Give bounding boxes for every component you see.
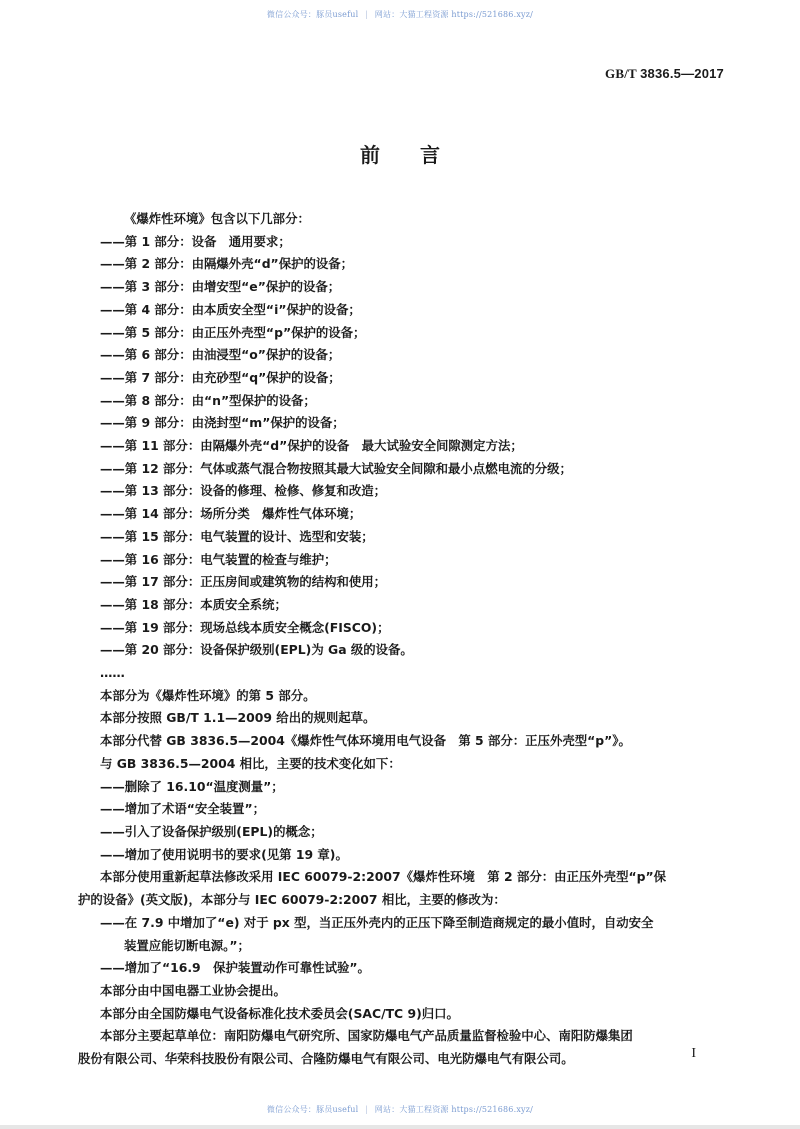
statement-proposed-by: 本部分由中国电器工业协会提出。: [100, 982, 286, 998]
watermark-separator: |: [365, 10, 369, 19]
adoption-line-1: 本部分使用重新起草法修改采用 IEC 60079-2:2007《爆炸性环境 第 2 部分：由正压外壳型“p”保: [100, 869, 667, 885]
list-item: ——在 7.9 中增加了“e) 对于 px 型，当正压外壳内的正压下降至制造商规定的最小值时，自动安全: [100, 914, 654, 930]
page-title: [0, 139, 800, 168]
list-item-continuation: 装置应能切断电源。”；: [124, 937, 250, 953]
ellipsis: ……: [100, 665, 125, 681]
statement-drafters-2: 股份有限公司、华荣科技股份有限公司、合隆防爆电气有限公司、电光防爆电气有限公司。: [78, 1051, 574, 1067]
list-item: ——第 12 部分：气体或蒸气混合物按照其最大试验安全间隙和最小点燃电流的分级；: [100, 460, 572, 476]
list-item: ——第 14 部分：场所分类 爆炸性气体环境；: [100, 506, 362, 522]
modifications-list: [100, 912, 730, 980]
parts-list: [100, 231, 730, 662]
watermark-bottom: [0, 1104, 800, 1115]
list-item: ——第 18 部分：本质安全系统；: [100, 596, 287, 612]
standard-code: 3836.5—2017: [640, 66, 724, 81]
list-item: ——第 6 部分：由油浸型“o”保护的设备；: [100, 347, 341, 363]
list-item: ——第 16 部分：电气装置的检查与维护；: [100, 551, 337, 567]
watermark-wechat: 微信公众号：豚员useful: [266, 1105, 359, 1114]
page-bottom-edge: [0, 1125, 800, 1129]
list-item: ——第 7 部分：由充砂型“q”保护的设备；: [100, 369, 341, 385]
standard-number: [605, 66, 724, 82]
list-item: ——第 4 部分：由本质安全型“i”保护的设备；: [100, 301, 361, 317]
list-item: ——第 2 部分：由隔爆外壳“d”保护的设备；: [100, 256, 354, 272]
list-item: ——第 19 部分：现场总线本质安全概念(FISCO)；: [100, 619, 390, 635]
title-char-2: 言: [420, 143, 440, 167]
tech-changes-list: [100, 776, 730, 867]
statement-changes-intro: 与 GB 3836.5—2004 相比，主要的技术变化如下：: [100, 755, 401, 771]
statement-drafters-1: 本部分主要起草单位：南阳防爆电气研究所、国家防爆电气产品质量监督检验中心、南阳防爆集团: [100, 1028, 633, 1044]
watermark-wechat: 微信公众号：豚员useful: [266, 10, 359, 19]
foreword-body: [78, 208, 730, 1071]
title-char-1: 前: [360, 143, 380, 167]
adoption-line-2: 护的设备》(英文版)，本部分与 IEC 60079-2:2007 相比，主要的修改为：: [78, 892, 506, 908]
list-item: ——第 1 部分：设备 通用要求；: [100, 233, 291, 249]
statement-replaces: 本部分代替 GB 3836.5—2004《爆炸性气体环境用电气设备 第 5 部分：正压外壳型“p”》。: [100, 733, 631, 749]
watermark-website: 网站：大猫工程资源 https://521686.xyz/: [374, 1105, 534, 1114]
list-item: ——第 8 部分：由“n”型保护的设备；: [100, 392, 316, 408]
list-item: ——第 3 部分：由增安型“e”保护的设备；: [100, 279, 341, 295]
list-item: ——第 11 部分：由隔爆外壳“d”保护的设备 最大试验安全间隙测定方法；: [100, 438, 523, 454]
intro-line: 《爆炸性环境》包含以下几部分：: [124, 211, 310, 226]
list-item: ——第 15 部分：电气装置的设计、选型和安装；: [100, 528, 374, 544]
list-item: ——删除了 16.10“温度测量”；: [100, 778, 284, 794]
list-item: ——第 13 部分：设备的修理、检修、修复和改造；: [100, 483, 387, 499]
watermark-website: 网站：大猫工程资源 https://521686.xyz/: [374, 10, 534, 19]
watermark-top: [0, 9, 800, 20]
list-item: ——第 20 部分：设备保护级别(EPL)为 Ga 级的设备。: [100, 642, 413, 658]
standard-prefix: GB/T: [605, 66, 637, 81]
watermark-separator: |: [365, 1105, 369, 1114]
list-item: ——第 5 部分：由正压外壳型“p”保护的设备；: [100, 324, 366, 340]
list-item: ——引入了设备保护级别(EPL)的概念；: [100, 823, 323, 839]
statement-part-number: 本部分为《爆炸性环境》的第 5 部分。: [100, 687, 316, 703]
list-item: ——增加了“16.9 保护装置动作可靠性试验”。: [100, 960, 370, 976]
list-item: ——第 17 部分：正压房间或建筑物的结构和使用；: [100, 574, 387, 590]
list-item: ——增加了使用说明书的要求(见第 19 章)。: [100, 846, 348, 862]
page-number: I: [691, 1046, 696, 1061]
list-item: ——增加了术语“安全装置”；: [100, 801, 265, 817]
statement-managed-by: 本部分由全国防爆电气设备标准化技术委员会(SAC/TC 9)归口。: [100, 1005, 459, 1021]
statement-drafting-rules: 本部分按照 GB/T 1.1—2009 给出的规则起草。: [100, 710, 376, 726]
list-item: ——第 9 部分：由浇封型“m”保护的设备；: [100, 415, 345, 431]
